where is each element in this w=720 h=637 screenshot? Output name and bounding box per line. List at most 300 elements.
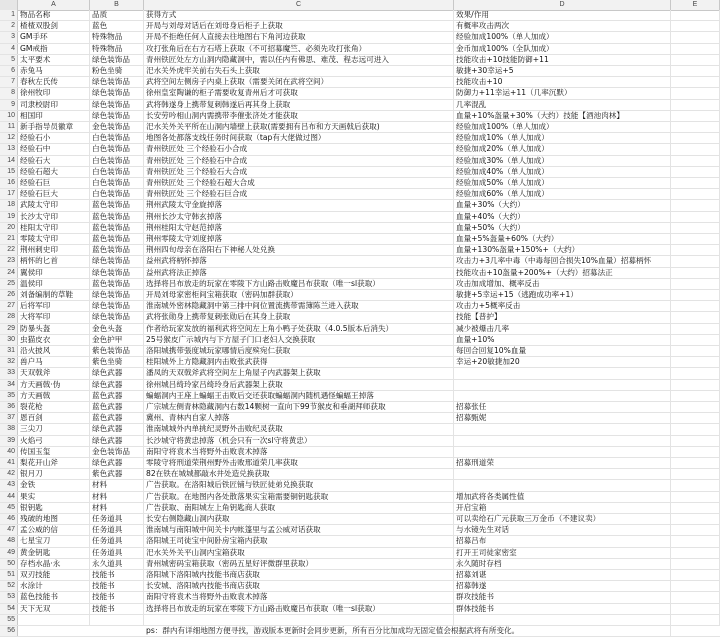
cell-effect[interactable]: 攻击力+5概率反击: [454, 301, 671, 311]
cell-empty[interactable]: [671, 290, 720, 300]
cell-source[interactable]: 青州铁匠处 三个经验石中合成: [144, 156, 454, 166]
cell-empty[interactable]: [671, 32, 720, 42]
cell-effect[interactable]: 血量+10%: [454, 335, 671, 345]
cell-item-name[interactable]: 残破的地图: [18, 514, 90, 524]
row-number[interactable]: 53: [0, 592, 18, 602]
row-number[interactable]: 20: [0, 223, 18, 233]
cell-quality[interactable]: 永久道具: [90, 559, 144, 569]
row-number[interactable]: 17: [0, 189, 18, 199]
cell-effect[interactable]: 打开王司徒家密室: [454, 548, 671, 558]
cell-empty[interactable]: [671, 268, 720, 278]
cell-quality[interactable]: 绿色装饰品: [90, 100, 144, 110]
cell-quality[interactable]: 绿色武器: [90, 424, 144, 434]
cell-effect[interactable]: 幸运+20敏捷加20: [454, 357, 671, 367]
cell-source[interactable]: 开局不拒绝任何人直接去往地图右下角河边获取: [144, 32, 454, 42]
cell-empty[interactable]: [671, 346, 720, 356]
cell-effect[interactable]: 经验加成10%（单人加成）: [454, 133, 671, 143]
cell-effect[interactable]: 技能【普护】: [454, 312, 671, 322]
cell-quality[interactable]: 绿色装饰品: [90, 256, 144, 266]
cell-empty[interactable]: [671, 55, 720, 65]
cell-quality[interactable]: 绿色装饰品: [90, 301, 144, 311]
cell-effect[interactable]: 招募刘谌: [454, 570, 671, 580]
cell-effect[interactable]: [454, 447, 671, 457]
row-number[interactable]: 31: [0, 346, 18, 356]
cell-empty[interactable]: [671, 279, 720, 289]
cell-source[interactable]: 洛阳城王司徒宝中间卧房宝箱内获取: [144, 536, 454, 546]
column-header-a[interactable]: A: [18, 0, 90, 10]
cell-effect[interactable]: [454, 391, 671, 401]
cell-empty[interactable]: [671, 144, 720, 154]
cell-empty[interactable]: [671, 503, 720, 513]
cell-source[interactable]: 长安城、洛阳城内技能书商店获取: [144, 581, 454, 591]
cell-quality[interactable]: 紫色武器: [90, 469, 144, 479]
cell-item-name[interactable]: 徐州牧印: [18, 88, 90, 98]
cell-item-name[interactable]: 经验石巨: [18, 178, 90, 188]
cell-empty[interactable]: [671, 391, 720, 401]
cell-item-name[interactable]: 桂阳太守印: [18, 223, 90, 233]
cell-empty[interactable]: [671, 525, 720, 535]
cell-quality[interactable]: 材料: [90, 492, 144, 502]
cell-quality[interactable]: 蓝色装饰品: [90, 245, 144, 255]
column-header-b[interactable]: B: [90, 0, 144, 10]
row-number[interactable]: 7: [0, 77, 18, 87]
row-number[interactable]: 32: [0, 357, 18, 367]
cell-quality[interactable]: 蓝色武器: [90, 402, 144, 412]
cell-item-name[interactable]: 经验石小: [18, 133, 90, 143]
cell-empty[interactable]: [671, 492, 720, 502]
cell-quality[interactable]: 材料: [90, 503, 144, 513]
cell-item-name[interactable]: 天双戟斧: [18, 368, 90, 378]
row-number[interactable]: 27: [0, 301, 18, 311]
cell-effect[interactable]: 金币加成100%（全队加成）: [454, 44, 671, 54]
row-number[interactable]: 4: [0, 44, 18, 54]
row-number[interactable]: 22: [0, 245, 18, 255]
cell-effect[interactable]: 经验加成100%（单人加成）: [454, 122, 671, 132]
cell-quality[interactable]: 任务道具: [90, 536, 144, 546]
cell-source[interactable]: 徐州城吕绮玲家吕绮玲身后武器架上获取: [144, 380, 454, 390]
row-number[interactable]: 18: [0, 200, 18, 210]
cell-item-name[interactable]: 兽户马: [18, 357, 90, 367]
cell-quality[interactable]: 金色头盔: [90, 324, 144, 334]
cell-item-name[interactable]: 水涂计: [18, 581, 90, 591]
cell-empty[interactable]: [671, 413, 720, 423]
column-header-e[interactable]: E: [671, 0, 720, 10]
cell-effect[interactable]: 技能攻击+10盔量+200%+（大约）招募法正: [454, 268, 671, 278]
cell-quality[interactable]: 绿色装饰品: [90, 88, 144, 98]
cell-effect[interactable]: 几率混乱: [454, 100, 671, 110]
cell-item-name[interactable]: GM手环: [18, 32, 90, 42]
cell-quality[interactable]: 金色护甲: [90, 335, 144, 345]
cell-quality[interactable]: 绿色装饰品: [90, 312, 144, 322]
cell-source[interactable]: 地图各处都落支线任务时间获取（tap有大佬做过图）: [144, 133, 454, 143]
header-cell-name[interactable]: 物品名称: [18, 10, 90, 20]
header-cell-quality[interactable]: 品质: [90, 10, 144, 20]
cell-effect[interactable]: 减少被爆击几率: [454, 324, 671, 334]
cell-empty[interactable]: [671, 514, 720, 524]
cell-empty[interactable]: [671, 458, 720, 468]
cell-source[interactable]: 淮南城城外内单挑纪灵野外击败纪灵获取: [144, 424, 454, 434]
cell-quality[interactable]: 蓝色装饰品: [90, 212, 144, 222]
cell-effect[interactable]: 每回合回复10%血量: [454, 346, 671, 356]
cell-quality[interactable]: 蓝色武器: [90, 413, 144, 423]
cell[interactable]: [671, 615, 720, 625]
row-number[interactable]: 38: [0, 424, 18, 434]
cell-quality[interactable]: 绿色装饰品: [90, 55, 144, 65]
cell-empty[interactable]: [671, 447, 720, 457]
cell-item-name[interactable]: 蓝色技能书: [18, 592, 90, 602]
row-number[interactable]: 43: [0, 480, 18, 490]
cell-item-name[interactable]: 零陵太守印: [18, 234, 90, 244]
cell-item-name[interactable]: 银月刀: [18, 469, 90, 479]
row-number[interactable]: 56: [0, 626, 18, 636]
cell-item-name[interactable]: 防暴头盔: [18, 324, 90, 334]
cell-empty[interactable]: [671, 100, 720, 110]
row-number[interactable]: 54: [0, 604, 18, 614]
cell-item-name[interactable]: 方天画戟·伪: [18, 380, 90, 390]
row-number[interactable]: 5: [0, 55, 18, 65]
header-cell-source[interactable]: 获得方式: [144, 10, 454, 20]
cell-effect[interactable]: 血量+5%盔量+60%（大约）: [454, 234, 671, 244]
cell-item-name[interactable]: 经验石中: [18, 144, 90, 154]
cell-empty[interactable]: [671, 469, 720, 479]
cell-effect[interactable]: 防御力+11幸运+11（几率沉默）: [454, 88, 671, 98]
cell-item-name[interactable]: 楂楂双股剑: [18, 21, 90, 31]
cell-quality[interactable]: 白色装饰品: [90, 144, 144, 154]
row-number[interactable]: 47: [0, 525, 18, 535]
cell-source[interactable]: 25号猴皮广示城内与下方屋子门口老妇人交换获取: [144, 335, 454, 345]
row-number[interactable]: 42: [0, 469, 18, 479]
cell-empty[interactable]: [671, 436, 720, 446]
cell-item-name[interactable]: 孟公威的信: [18, 525, 90, 535]
cell-item-name[interactable]: 火焰弓: [18, 436, 90, 446]
cell-quality[interactable]: 任务道具: [90, 514, 144, 524]
cell-source[interactable]: 汜水关外虎牢关前右失石头上获取: [144, 66, 454, 76]
cell-empty[interactable]: [671, 335, 720, 345]
row-number[interactable]: 9: [0, 100, 18, 110]
header-cell-empty[interactable]: [671, 10, 720, 20]
cell-empty[interactable]: [671, 480, 720, 490]
cell-effect[interactable]: 攻击加成增加、概率反击: [454, 279, 671, 289]
row-number[interactable]: 33: [0, 368, 18, 378]
cell-item-name[interactable]: 虫猫皮衣: [18, 335, 90, 345]
cell-item-name[interactable]: 梨花开山斧: [18, 458, 90, 468]
cell-quality[interactable]: 绿色装饰品: [90, 290, 144, 300]
row-number[interactable]: 29: [0, 324, 18, 334]
cell-quality[interactable]: 绿色武器: [90, 458, 144, 468]
cell-source[interactable]: 益州武将柄怀掉落: [144, 256, 454, 266]
cell-source[interactable]: 益州武将法正掉落: [144, 268, 454, 278]
cell-empty[interactable]: [671, 357, 720, 367]
row-number[interactable]: 19: [0, 212, 18, 222]
cell-quality[interactable]: 绿色装饰品: [90, 111, 144, 121]
cell-empty[interactable]: [671, 234, 720, 244]
cell-empty[interactable]: [671, 88, 720, 98]
cell-source[interactable]: 长安右侧隐藏山洞内获取: [144, 514, 454, 524]
cell-item-name[interactable]: 双刃技能: [18, 570, 90, 580]
cell-source[interactable]: 青州铁匠处 三个经验石大合成: [144, 167, 454, 177]
cell-item-name[interactable]: 天下无双: [18, 604, 90, 614]
cell-quality[interactable]: 白色装饰品: [90, 156, 144, 166]
cell-quality[interactable]: 技能书: [90, 604, 144, 614]
cell-quality[interactable]: 白色装饰品: [90, 133, 144, 143]
cell-empty[interactable]: [671, 301, 720, 311]
cell-quality[interactable]: 白色装饰品: [90, 178, 144, 188]
row-number[interactable]: 36: [0, 402, 18, 412]
cell-effect[interactable]: 可以卖给石广元获取三万金币（不建议卖）: [454, 514, 671, 524]
cell-quality[interactable]: 特殊物品: [90, 32, 144, 42]
cell-effect[interactable]: 血量+30%（大约）: [454, 200, 671, 210]
cell[interactable]: [144, 615, 454, 625]
cell-quality[interactable]: 蓝色装饰品: [90, 234, 144, 244]
cell-item-name[interactable]: 裂花枪: [18, 402, 90, 412]
cell-effect[interactable]: [454, 380, 671, 390]
cell-empty[interactable]: [671, 245, 720, 255]
cell-quality[interactable]: 白色装饰品: [90, 167, 144, 177]
cell-item-name[interactable]: 春秋左氏传: [18, 77, 90, 87]
cell-source[interactable]: 作者给玩家发放的福利武将空间左上角小鸭子处获取（4.0.5版本后消失）: [144, 324, 454, 334]
row-number[interactable]: 34: [0, 380, 18, 390]
footnote-cell[interactable]: ps：群内有详细地图方便寻找，游戏版本更新时会同步更新，所有百分比加成均无固定值会根据武将有所变化。: [144, 626, 671, 636]
row-number[interactable]: 21: [0, 234, 18, 244]
cell-source[interactable]: 荆州零陵太守刘度掉落: [144, 234, 454, 244]
column-header-d[interactable]: D: [454, 0, 671, 10]
cell-source[interactable]: 青州铁匠处 三个经验石超大合成: [144, 178, 454, 188]
cell-item-name[interactable]: GM戒指: [18, 44, 90, 54]
row-number[interactable]: 40: [0, 447, 18, 457]
cell-item-name[interactable]: 三尖刀: [18, 424, 90, 434]
cell-quality[interactable]: 蓝色装饰品: [90, 279, 144, 289]
cell-source[interactable]: 开局刘母家密柜间宝箱获取（密码加群获取）: [144, 290, 454, 300]
cell-empty[interactable]: [671, 189, 720, 199]
cell-effect[interactable]: 永久随时存档: [454, 559, 671, 569]
cell-item-name[interactable]: 七星宝刀: [18, 536, 90, 546]
cell-source[interactable]: 淮南城与南阳城中间关卡内帐篷里与孟公威对话获取: [144, 525, 454, 535]
cell-quality[interactable]: 技能书: [90, 592, 144, 602]
cell-source[interactable]: 武将张勋身上携带复刺张勋后在其身上获取: [144, 312, 454, 322]
row-number[interactable]: 10: [0, 111, 18, 121]
row-number[interactable]: 51: [0, 570, 18, 580]
row-number[interactable]: 16: [0, 178, 18, 188]
row-number[interactable]: 52: [0, 581, 18, 591]
row-number[interactable]: 28: [0, 312, 18, 322]
cell-quality[interactable]: 蓝色: [90, 21, 144, 31]
cell-source[interactable]: 零陵守将刑道荣荆州野外击败邢道荣几率获取: [144, 458, 454, 468]
cell-item-name[interactable]: 长沙太守印: [18, 212, 90, 222]
cell-quality[interactable]: 蓝色装饰品: [90, 223, 144, 233]
select-all-corner[interactable]: [0, 0, 18, 10]
cell-effect[interactable]: [454, 436, 671, 446]
cell-source[interactable]: 广告获取。在洛阳城后铁匠铺与铁匠徒弟兑换获取: [144, 480, 454, 490]
cell-empty[interactable]: [671, 122, 720, 132]
cell-effect[interactable]: 血量+50%（大约）: [454, 223, 671, 233]
cell-item-name[interactable]: 经验石大: [18, 156, 90, 166]
cell-empty[interactable]: [671, 223, 720, 233]
cell-item-name[interactable]: 后将军印: [18, 301, 90, 311]
cell-effect[interactable]: 群攻技能书: [454, 592, 671, 602]
row-number[interactable]: 3: [0, 32, 18, 42]
cell-source[interactable]: 广告获取。在地图内各处散落果实宝箱需要铜钥匙获取: [144, 492, 454, 502]
cell-source[interactable]: 桂阳城外上方隐藏洞内击败张武获得: [144, 357, 454, 367]
cell-empty[interactable]: [671, 559, 720, 569]
cell-empty[interactable]: [671, 604, 720, 614]
row-number[interactable]: 26: [0, 290, 18, 300]
cell-source[interactable]: 82在铁在城城都敲水井处造兑换获取: [144, 469, 454, 479]
cell-quality[interactable]: 绿色武器: [90, 380, 144, 390]
row-number[interactable]: 37: [0, 413, 18, 423]
cell-source[interactable]: 洛阳城下洛阳城内技能书商店获取: [144, 570, 454, 580]
cell-empty[interactable]: [671, 21, 720, 31]
cell-effect[interactable]: 经验加成20%（单人加成）: [454, 144, 671, 154]
cell-source[interactable]: 冀州、青林内自家人掉落: [144, 413, 454, 423]
cell-source[interactable]: 徐州皇室陶谦的柜子需要收复青州后才可获取: [144, 88, 454, 98]
cell-source[interactable]: 青州铁匠处 三个经验石巨合成: [144, 189, 454, 199]
cell-quality[interactable]: 材料: [90, 480, 144, 490]
cell-item-name[interactable]: 果实: [18, 492, 90, 502]
cell-source[interactable]: 青州城密码宝箱获取（密码五星好评微群里获取）: [144, 559, 454, 569]
cell-effect[interactable]: 有概率攻击两次: [454, 21, 671, 31]
cell-quality[interactable]: 绿色武器: [90, 368, 144, 378]
cell-empty[interactable]: [671, 133, 720, 143]
row-number[interactable]: 35: [0, 391, 18, 401]
cell-source[interactable]: 汜水关外关平山洞内宝箱获取: [144, 548, 454, 558]
cell-effect[interactable]: 经验加成30%（单人加成）: [454, 156, 671, 166]
row-number[interactable]: 55: [0, 615, 18, 625]
cell-effect[interactable]: 攻击力+3几率中毒（中毒每回合损失10%血量）招募柄怀: [454, 256, 671, 266]
cell-empty[interactable]: [671, 178, 720, 188]
row-number[interactable]: 23: [0, 256, 18, 266]
cell-quality[interactable]: 金色装饰品: [90, 122, 144, 132]
cell-item-name[interactable]: 翼侯印: [18, 268, 90, 278]
cell[interactable]: [90, 615, 144, 625]
header-cell-effect[interactable]: 效果/作用: [454, 10, 671, 20]
cell-effect[interactable]: [454, 469, 671, 479]
cell-effect[interactable]: 经验加成60%（单人加成）: [454, 189, 671, 199]
cell-quality[interactable]: 绿色装饰品: [90, 77, 144, 87]
row-number[interactable]: 24: [0, 268, 18, 278]
row-number[interactable]: 25: [0, 279, 18, 289]
cell-item-name[interactable]: 新手指导员徽章: [18, 122, 90, 132]
cell-quality[interactable]: 技能书: [90, 581, 144, 591]
cell-source[interactable]: 青州铁匠处 三个经验石小合成: [144, 144, 454, 154]
cell-item-name[interactable]: 黄金钥匙: [18, 548, 90, 558]
row-number[interactable]: 2: [0, 21, 18, 31]
cell-item-name[interactable]: 银钥匙: [18, 503, 90, 513]
cell-effect[interactable]: 开启宝箱: [454, 503, 671, 513]
cell-quality[interactable]: 任务道具: [90, 525, 144, 535]
row-number[interactable]: 6: [0, 66, 18, 76]
cell-empty[interactable]: [671, 200, 720, 210]
cell-effect[interactable]: 招募吕布: [454, 536, 671, 546]
row-number[interactable]: 8: [0, 88, 18, 98]
cell-effect[interactable]: [454, 480, 671, 490]
cell-quality[interactable]: 紫色坐骑: [90, 357, 144, 367]
cell-quality[interactable]: 技能书: [90, 570, 144, 580]
cell-item-name[interactable]: 刘备编制的草鞋: [18, 290, 90, 300]
cell-effect[interactable]: 与水镜先生对话: [454, 525, 671, 535]
cell-empty[interactable]: [671, 256, 720, 266]
cell-empty[interactable]: [671, 44, 720, 54]
cell-effect[interactable]: 敏捷+5幸运+15（逃跑成功率+1）: [454, 290, 671, 300]
cell-source[interactable]: 荆州四旬母亲在洛阳右下神秘人处兑换: [144, 245, 454, 255]
cell-empty[interactable]: [671, 368, 720, 378]
cell-item-name[interactable]: 相国印: [18, 111, 90, 121]
cell-item-name[interactable]: 大将军印: [18, 312, 90, 322]
cell-empty[interactable]: [671, 402, 720, 412]
cell-quality[interactable]: 蓝色装饰品: [90, 200, 144, 210]
cell-effect[interactable]: 增加武将各类属性值: [454, 492, 671, 502]
cell-source[interactable]: 武将空间左侧房子内桌上获取（需要关闭在武将空间）: [144, 77, 454, 87]
cell-source[interactable]: 潘凤的天双戟斧武将空间左上角屋子内武器架上获取: [144, 368, 454, 378]
cell-source[interactable]: 青州铁匠处左方山洞内隐藏洞中，需以任内有佛思、难茂、程志远可进入: [144, 55, 454, 65]
cell-source[interactable]: 选择将吕布放走的玩家在零陵下方山路击败魔吕布获取（唯一sl获取）: [144, 279, 454, 289]
cell[interactable]: [18, 615, 90, 625]
cell-source[interactable]: 荆州武陵太守金旋掉落: [144, 200, 454, 210]
cell-effect[interactable]: 敏捷+30幸运+5: [454, 66, 671, 76]
cell-empty[interactable]: [671, 77, 720, 87]
row-number[interactable]: 46: [0, 514, 18, 524]
row-number[interactable]: 39: [0, 436, 18, 446]
cell-empty[interactable]: [671, 324, 720, 334]
cell-item-name[interactable]: 存档水晶·永: [18, 559, 90, 569]
cell-effect[interactable]: 招募刑道荣: [454, 458, 671, 468]
cell-quality[interactable]: 任务道具: [90, 548, 144, 558]
cell-quality[interactable]: 紫色装饰品: [90, 346, 144, 356]
cell-source[interactable]: 长沙城守将黄忠掉落（机会只有一次sl守将黄忠）: [144, 436, 454, 446]
cell-quality[interactable]: 绿色装饰品: [90, 268, 144, 278]
row-number[interactable]: 48: [0, 536, 18, 546]
cell-effect[interactable]: 招募韩遂: [454, 581, 671, 591]
cell-effect[interactable]: 经验加成40%（单人加成）: [454, 167, 671, 177]
cell-item-name[interactable]: 柄怀的匕首: [18, 256, 90, 266]
cell-empty[interactable]: [671, 548, 720, 558]
cell-empty[interactable]: [671, 212, 720, 222]
cell-source[interactable]: 南阳守将袁术当将野外击败袁术掉落: [144, 447, 454, 457]
cell-quality[interactable]: 粉色坐骑: [90, 66, 144, 76]
row-number[interactable]: 15: [0, 167, 18, 177]
cell-effect[interactable]: 血量+10%盔量+30%（大约）技能【酒池肉林】: [454, 111, 671, 121]
column-header-c[interactable]: C: [144, 0, 454, 10]
cell-empty[interactable]: [671, 66, 720, 76]
cell-item-name[interactable]: 温侯印: [18, 279, 90, 289]
cell-empty[interactable]: [671, 111, 720, 121]
cell-item-name[interactable]: 经验石巨大: [18, 189, 90, 199]
cell-source[interactable]: 广宗城左侧青林隐藏洞内右数14颗树一直向下99节猴皮和垂湖拜师获取: [144, 402, 454, 412]
cell-empty[interactable]: [671, 167, 720, 177]
row-number[interactable]: 1: [0, 10, 18, 20]
cell-item-name[interactable]: 太平要术: [18, 55, 90, 65]
cell-empty[interactable]: [671, 156, 720, 166]
row-number[interactable]: 45: [0, 503, 18, 513]
cell-item-name[interactable]: 经验石超大: [18, 167, 90, 177]
cell-empty[interactable]: [671, 592, 720, 602]
row-number[interactable]: 41: [0, 458, 18, 468]
cell-item-name[interactable]: 荆州刺史印: [18, 245, 90, 255]
cell-item-name[interactable]: 赤兔马: [18, 66, 90, 76]
cell-item-name[interactable]: 恩百剑: [18, 413, 90, 423]
cell-quality[interactable]: 白色装饰品: [90, 189, 144, 199]
cell-item-name[interactable]: 武陵太守印: [18, 200, 90, 210]
row-number[interactable]: 14: [0, 156, 18, 166]
cell-quality[interactable]: 绿色武器: [90, 436, 144, 446]
row-number[interactable]: 12: [0, 133, 18, 143]
cell-effect[interactable]: 群体技能书: [454, 604, 671, 614]
cell-effect[interactable]: 经验加成100%（单人加成）: [454, 32, 671, 42]
cell-source[interactable]: 武将韩遂身上携带复刺韩遂后再其身上获取: [144, 100, 454, 110]
cell-source[interactable]: 汜水关外关平所在山洞内墙壁上获取(需要拥有吕布和方天画戟后获取): [144, 122, 454, 132]
cell-empty[interactable]: [671, 581, 720, 591]
cell-empty[interactable]: [671, 570, 720, 580]
cell-source[interactable]: 广告获取、南阳城左上角钥匙商人获取: [144, 503, 454, 513]
